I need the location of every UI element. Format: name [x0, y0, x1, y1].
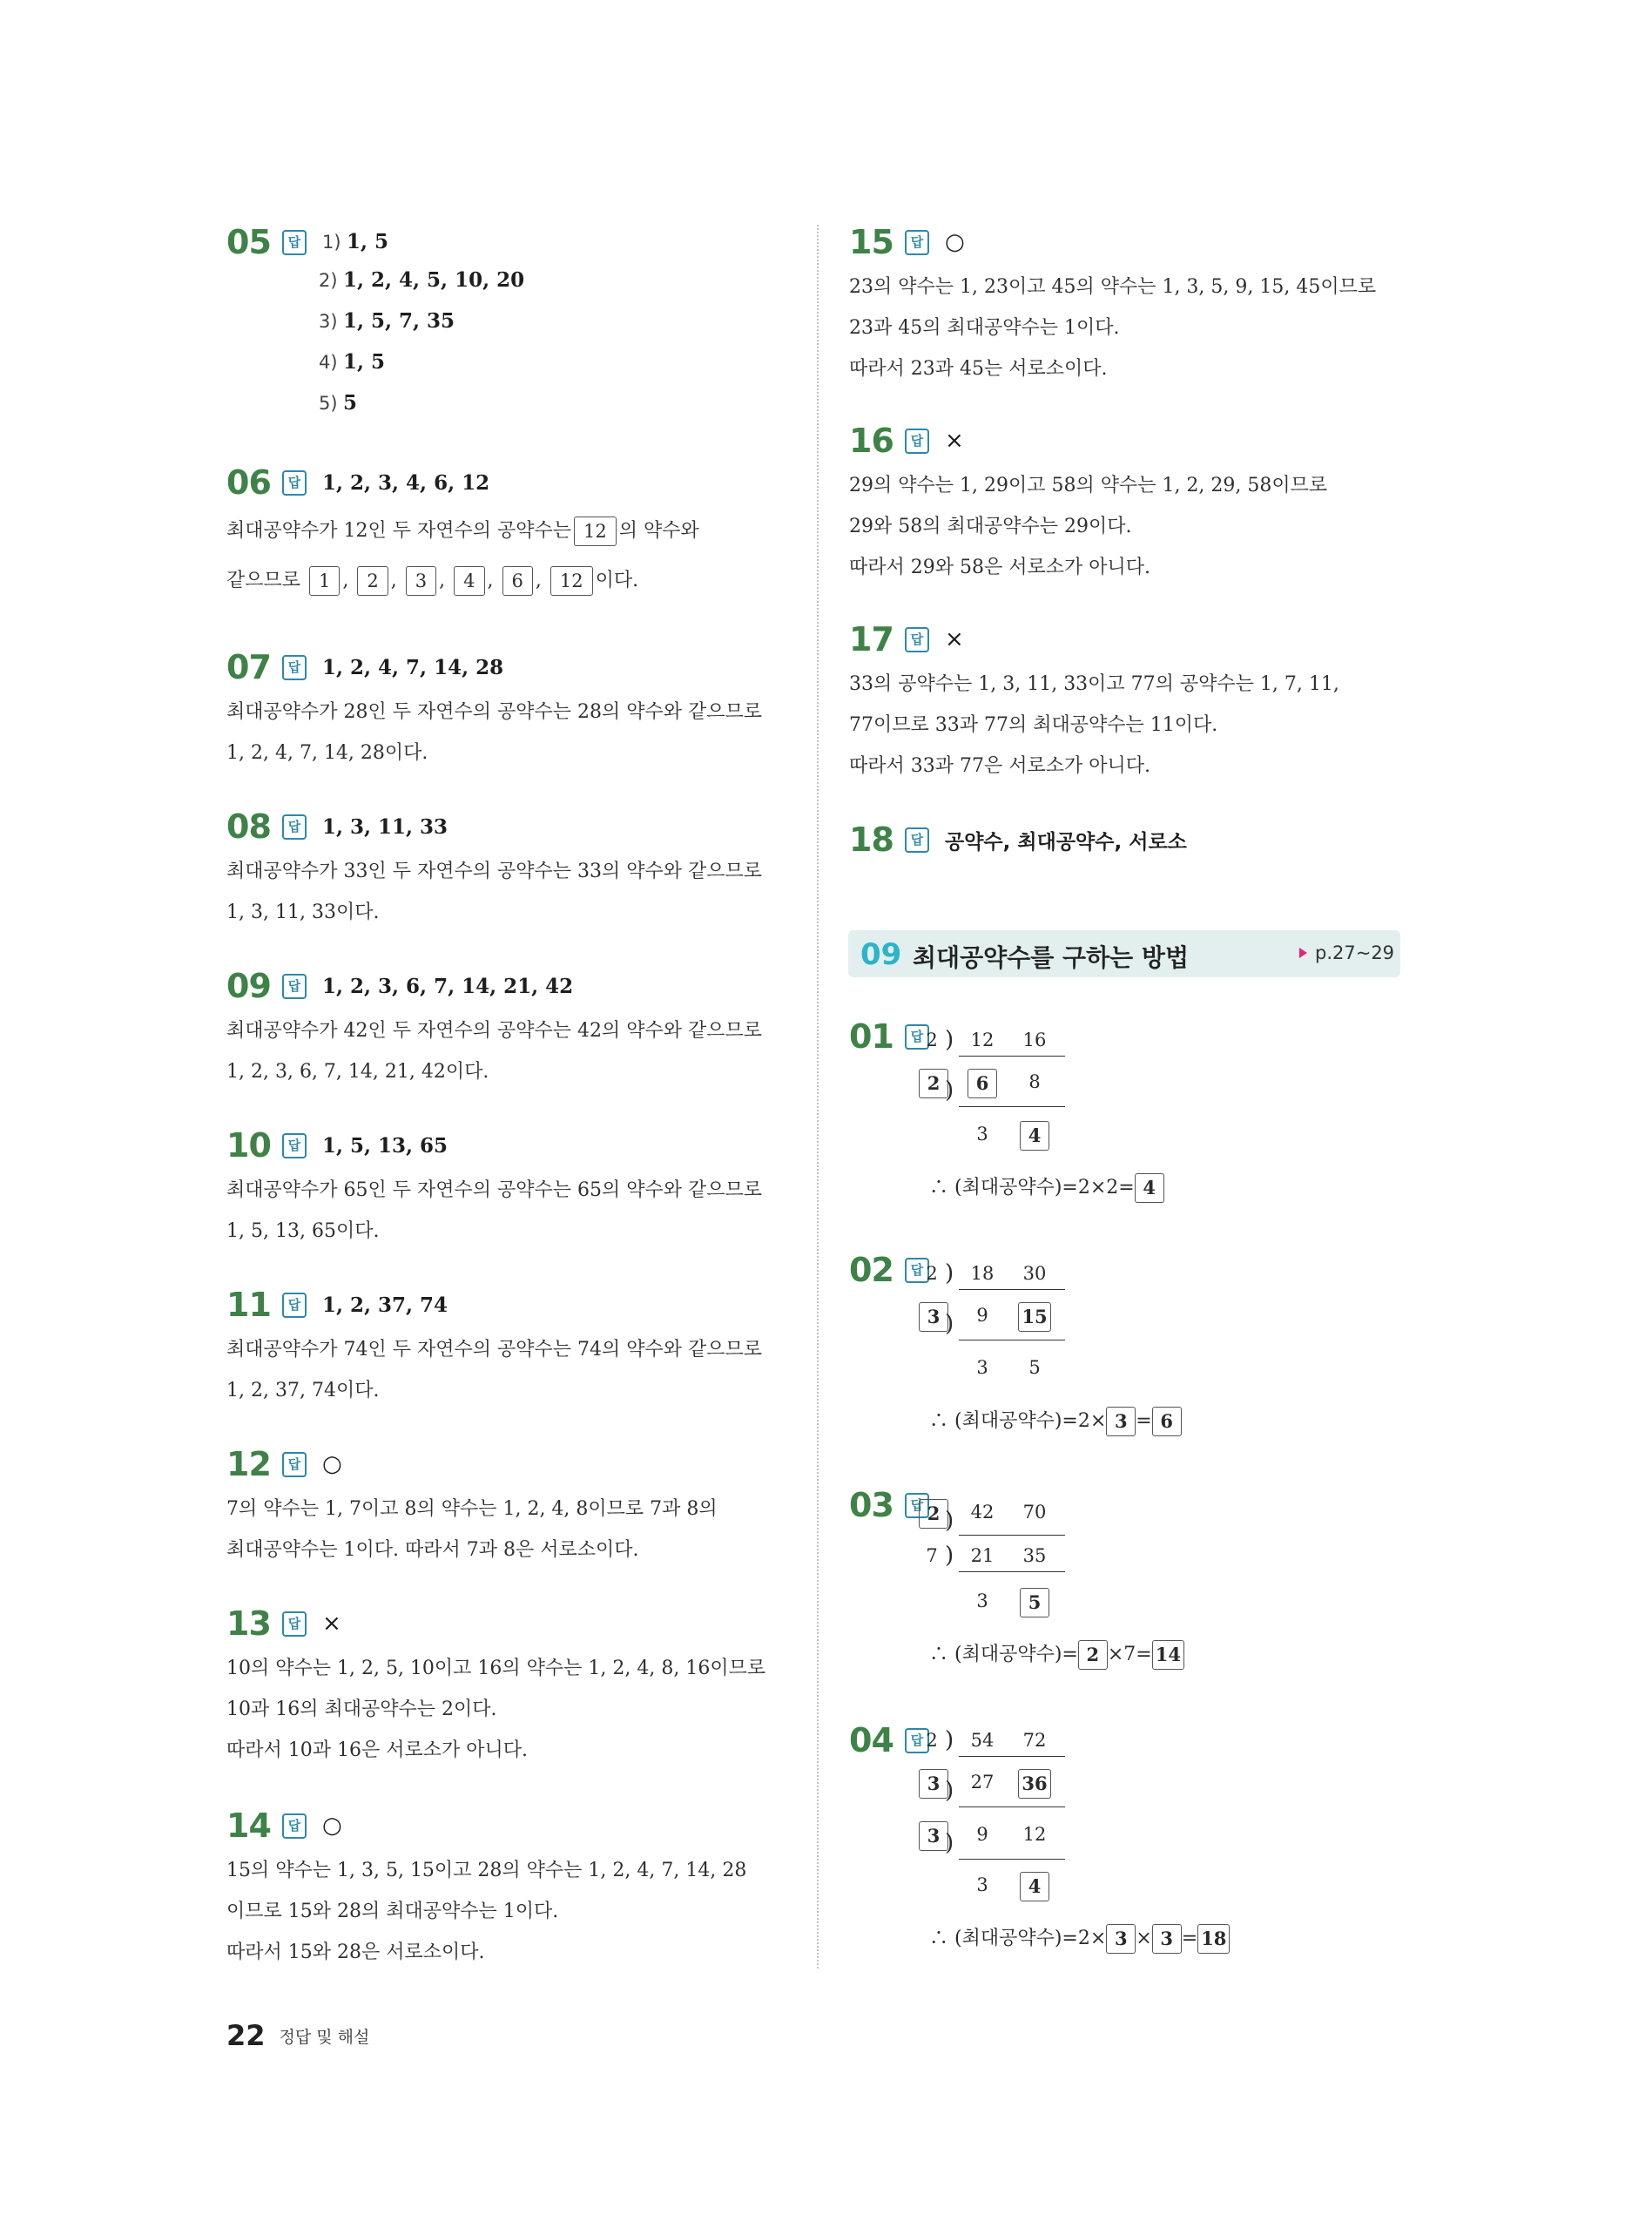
answer-tag: 답 — [282, 655, 307, 680]
answer-text: 1, 2, 3, 4, 6, 12 — [322, 470, 490, 495]
problem-16 — [849, 416, 1327, 588]
answer-box: 2 — [919, 1069, 948, 1098]
gcd-problem-04: 04 답 2 ) 54 72 3 ) 27 36 3 ) 9 12 3 4 ∴ (최대공약수)=2× 3 × 3 = 18 — [849, 1716, 1415, 1977]
answer-box: 4 — [1020, 1121, 1049, 1151]
answer-box: 5 — [1020, 1588, 1049, 1617]
explanation-line: 이므로 15와 28의 최대공약수는 1이다. — [226, 1901, 559, 1922]
problem-number: 14 — [226, 1806, 271, 1845]
explanation-line: 77이므로 33과 77의 최대공약수는 11이다. — [849, 714, 1218, 736]
sub-answer-1: 1) 1, 5 — [322, 229, 389, 253]
problem-06 — [226, 458, 699, 606]
explanation-line: 33의 공약수는 1, 3, 11, 33이고 77의 공약수는 1, 7, 11, — [849, 673, 1339, 695]
answer-text: 1, 3, 11, 33 — [322, 814, 448, 839]
explanation-line: 따라서 33과 77은 서로소가 아니다. — [849, 755, 1150, 777]
gcd-problem-03: 03 답 2 ) 42 70 7 ) 21 35 3 5 ∴ (최대공약수)= 2 ×7= 14 — [849, 1481, 1415, 1698]
explanation-line: 최대공약수가 74인 두 자연수의 공약수는 74의 약수와 같으므로 — [226, 1339, 762, 1361]
explanation-line: 1, 2, 4, 7, 14, 28이다. — [226, 742, 428, 764]
answer-tag: 답 — [905, 827, 929, 853]
explanation-line: 23과 45의 최대공약수는 1이다. — [849, 317, 1120, 339]
answer-tag: 답 — [282, 470, 307, 496]
answer-tag: 답 — [905, 230, 929, 255]
problem-12 — [226, 1440, 718, 1570]
sub-answer-4: 4) 1, 5 — [319, 350, 386, 374]
gcd-result: ∴ (최대공약수)=2× 3 = 6 — [929, 1406, 1182, 1437]
answer-box: 4 — [1020, 1872, 1049, 1901]
answer-tag: 답 — [282, 974, 307, 999]
column-divider — [817, 225, 819, 1969]
section-title: 최대공약수를 구하는 방법 — [913, 943, 1190, 972]
explanation-line: 따라서 15와 28은 서로소이다. — [226, 1942, 485, 1963]
problem-number: 15 — [849, 223, 893, 261]
problem-number: 11 — [226, 1286, 271, 1324]
problem-11 — [226, 1280, 762, 1411]
problem-09 — [226, 962, 762, 1092]
answer-box: 36 — [1018, 1769, 1050, 1799]
answer-tag: 답 — [905, 429, 929, 454]
explanation-line: 따라서 10과 16은 서로소가 아니다. — [226, 1739, 528, 1761]
answer-box: 6 — [502, 566, 533, 596]
answer-box: 2 — [357, 566, 388, 596]
gcd-result: ∴ (최대공약수)= 2 ×7= 14 — [929, 1639, 1184, 1671]
answer-tag: 답 — [905, 1493, 929, 1518]
answer-box: 3 — [1106, 1407, 1136, 1436]
answer-box: 3 — [919, 1769, 948, 1799]
explanation-line: 29와 58의 최대공약수는 29이다. — [849, 516, 1132, 537]
answer-box: 3 — [1106, 1924, 1136, 1954]
problem-number: 08 — [226, 807, 271, 846]
answer-tag: 답 — [282, 230, 307, 255]
footer-label: 정답 및 해설 — [279, 2027, 370, 2047]
problem-number: 16 — [849, 422, 893, 460]
explanation-line: 1, 3, 11, 33이다. — [226, 902, 380, 923]
answer-tag: 답 — [905, 1258, 929, 1283]
problem-number: 12 — [226, 1445, 271, 1483]
problem-number: 05 — [226, 223, 271, 261]
problem-14 — [226, 1801, 746, 1973]
answer-tag: 답 — [282, 1133, 307, 1158]
explanation-line: 따라서 29와 58은 서로소가 아니다. — [849, 557, 1150, 578]
answer-tag: 답 — [905, 1728, 929, 1753]
explanation-line: 1, 5, 13, 65이다. — [226, 1220, 380, 1242]
problem-10 — [226, 1121, 762, 1252]
problem-number: 03 — [849, 1486, 893, 1524]
explanation-line: 따라서 23과 45는 서로소이다. — [849, 358, 1108, 380]
answer-tag: 답 — [905, 1024, 929, 1050]
answer-box: 12 — [550, 566, 593, 596]
answer-box: 4 — [454, 566, 484, 596]
answer-tag: 답 — [282, 1813, 307, 1839]
explanation-line: 최대공약수가 42인 두 자연수의 공약수는 42의 약수와 같으므로 — [226, 1020, 762, 1042]
answer-box: 3 — [919, 1302, 948, 1332]
explanation-line: 같으므로 1 , 2 , 3 , 4 , 6 , 12 이다. — [226, 556, 699, 606]
gcd-result: ∴ (최대공약수)=2× 3 × 3 = 18 — [929, 1923, 1230, 1955]
problem-08 — [226, 802, 762, 933]
answer-text: 1, 2, 37, 74 — [322, 1293, 448, 1317]
answer-box: 3 — [1152, 1924, 1182, 1954]
page-reference: p.27~29 — [1315, 942, 1395, 963]
problem-number: 13 — [226, 1604, 271, 1643]
triangle-marker-icon — [1299, 948, 1307, 958]
answer-tag: 답 — [282, 1293, 307, 1318]
answer-box: 18 — [1197, 1924, 1230, 1954]
answer-tag: 답 — [282, 1452, 307, 1477]
problem-18 — [849, 815, 1187, 864]
explanation-line: 29의 약수는 1, 29이고 58의 약수는 1, 2, 29, 58이므로 — [849, 475, 1328, 496]
explanation-line: 최대공약수가 28인 두 자연수의 공약수는 28의 약수와 같으므로 — [226, 701, 762, 723]
answer-text: × — [945, 428, 964, 454]
explanation-line: 15의 약수는 1, 3, 5, 15이고 28의 약수는 1, 2, 4, 7, 14, 28 — [226, 1860, 747, 1881]
answer-box: 4 — [1135, 1173, 1164, 1203]
answer-box: 12 — [574, 517, 617, 546]
problem-number: 09 — [226, 967, 271, 1005]
problem-number: 02 — [849, 1251, 893, 1289]
explanation-line: 10의 약수는 1, 2, 5, 10이고 16의 약수는 1, 2, 4, 8, 16이므로 — [226, 1658, 766, 1679]
explanation-line: 최대공약수가 33인 두 자연수의 공약수는 33의 약수와 같으므로 — [226, 861, 762, 882]
sub-answer-3: 3) 1, 5, 7, 35 — [319, 309, 455, 333]
explanation-line: 7의 약수는 1, 7이고 8의 약수는 1, 2, 4, 8이므로 7과 8의 — [226, 1498, 718, 1520]
answer-tag: 답 — [905, 627, 929, 652]
problem-13 — [226, 1599, 765, 1771]
answer-text: 1, 5, 13, 65 — [322, 1133, 448, 1158]
answer-text: ○ — [945, 229, 965, 255]
problem-05 — [226, 218, 524, 423]
explanation-line: 최대공약수가 12인 두 자연수의 공약수는 12 의 약수와 — [226, 507, 699, 556]
answer-text: ○ — [322, 1451, 342, 1477]
gcd-problem-01: 01 답 2 ) 12 16 2 ) 6 8 3 4 ∴ (최대공약수)=2×2= 4 — [849, 1012, 1415, 1230]
page-footer — [226, 2019, 369, 2052]
problem-number: 17 — [849, 620, 893, 658]
problem-number: 06 — [226, 463, 271, 502]
problem-15 — [849, 218, 1376, 389]
answer-box: 6 — [1152, 1407, 1182, 1436]
sub-answer-5: 5) 5 — [319, 391, 358, 415]
answer-box: 1 — [309, 566, 340, 596]
answer-tag: 답 — [282, 1611, 307, 1637]
answer-box: 3 — [406, 566, 436, 596]
gcd-problem-02: 02 답 2 ) 18 30 3 ) 9 15 3 5 ∴ (최대공약수)=2× 3 = 6 — [849, 1246, 1415, 1463]
answer-box: 14 — [1152, 1640, 1184, 1670]
answer-text: × — [945, 626, 964, 652]
sub-answer-2: 2) 1, 2, 4, 5, 10, 20 — [319, 268, 525, 292]
explanation-line: 10과 16의 최대공약수는 2이다. — [226, 1698, 497, 1720]
section-number: 09 — [860, 937, 902, 972]
answer-text: ○ — [322, 1813, 342, 1839]
answer-text: 1, 2, 4, 7, 14, 28 — [322, 655, 504, 679]
answer-text: 1, 2, 3, 6, 7, 14, 21, 42 — [322, 974, 574, 998]
answer-box: 15 — [1018, 1302, 1050, 1332]
explanation-line: 1, 2, 37, 74이다. — [226, 1380, 380, 1401]
answer-tag: 답 — [282, 814, 307, 840]
problem-number: 18 — [849, 820, 893, 859]
answer-text: × — [322, 1611, 341, 1637]
gcd-result: ∴ (최대공약수)=2×2= 4 — [929, 1172, 1164, 1204]
explanation-line: 1, 2, 3, 6, 7, 14, 21, 42이다. — [226, 1061, 489, 1083]
answer-box: 6 — [968, 1069, 997, 1098]
problem-number: 01 — [849, 1017, 893, 1056]
explanation-line: 최대공약수가 65인 두 자연수의 공약수는 65의 약수와 같으므로 — [226, 1179, 762, 1201]
answer-box: 2 — [919, 1499, 948, 1529]
answer-box: 3 — [919, 1821, 948, 1851]
page-number: 22 — [226, 2019, 266, 2052]
explanation-line: 최대공약수는 1이다. 따라서 7과 8은 서로소이다. — [226, 1539, 639, 1561]
problem-number: 07 — [226, 648, 271, 686]
answer-box: 2 — [1078, 1640, 1108, 1670]
explanation-line: 23의 약수는 1, 23이고 45의 약수는 1, 3, 5, 9, 15, 45이므로 — [849, 276, 1377, 298]
problem-07 — [226, 643, 762, 773]
section-header — [848, 930, 1400, 977]
problem-number: 10 — [226, 1126, 271, 1165]
answer-text: 공약수, 최대공약수, 서로소 — [945, 830, 1187, 854]
problem-17 — [849, 615, 1339, 787]
problem-number: 04 — [849, 1721, 893, 1759]
